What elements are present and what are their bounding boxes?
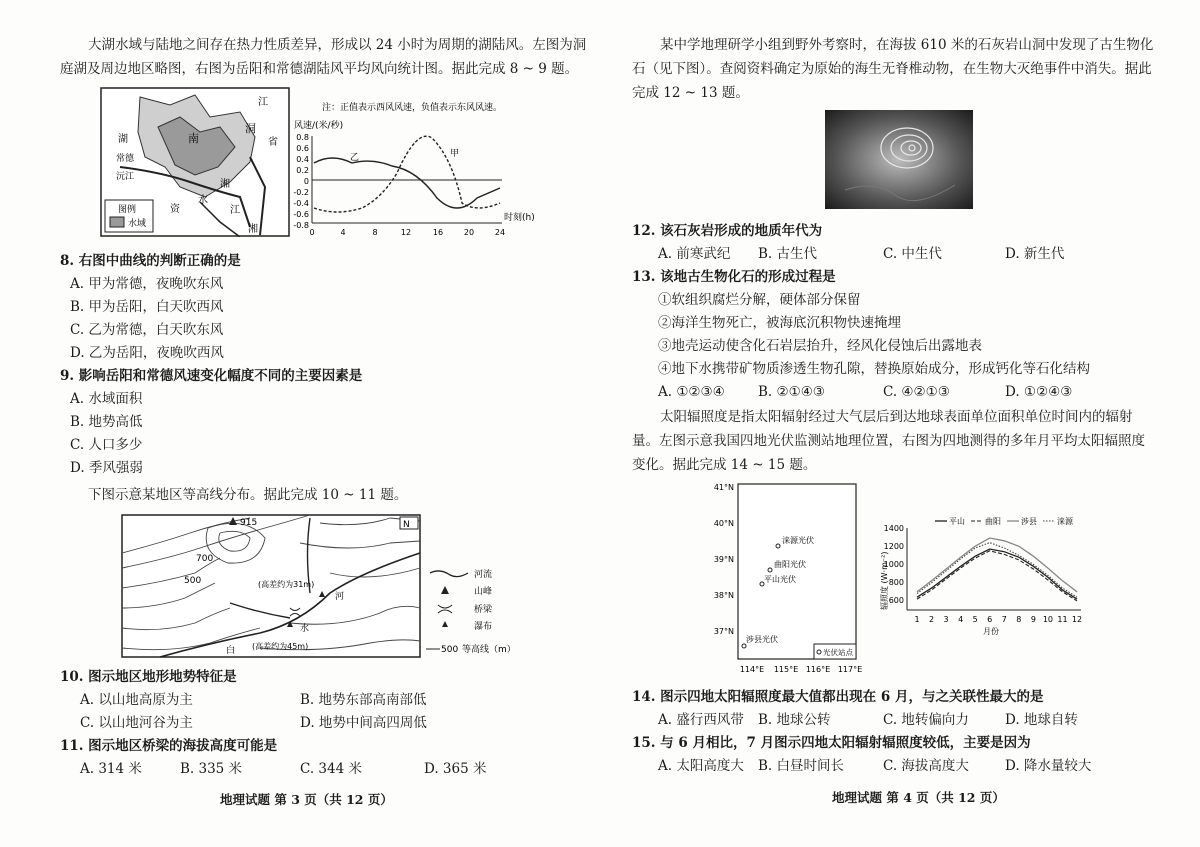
legend-item: 瀑布 — [474, 622, 493, 632]
series-yi-line — [314, 158, 500, 208]
q15-option-b[interactable]: B. 白昼时间长 — [758, 758, 845, 774]
x-tick: 2 — [928, 615, 935, 624]
q14-option-a[interactable]: A. 盛行西风带 — [658, 712, 744, 728]
irradiance-chart — [873, 512, 1093, 642]
contour-map — [100, 513, 530, 660]
map-label: 常德 — [116, 154, 135, 164]
series-jia-line — [314, 136, 500, 212]
q8-option-b[interactable]: B. 甲为岳阳，白天吹西风 — [70, 299, 224, 315]
y-tick: -0.8 — [293, 221, 309, 230]
chart-note: 注：正值表示西风风速，负值表示东风风速。 — [322, 103, 503, 113]
map-legend-item: 水域 — [128, 219, 147, 229]
y-tick: 800 — [888, 578, 904, 587]
map-label: 湘 — [220, 179, 230, 190]
x-tick: 8 — [1016, 615, 1022, 624]
map-label: 南 — [188, 132, 199, 145]
question-8: 8. 右图中曲线的判断正确的是 — [60, 253, 241, 269]
question-11: 11. 图示地区桥梁的海拔高度可能是 — [60, 738, 278, 754]
q10-option-a[interactable]: A. 以山地高原为主 — [80, 692, 193, 708]
x-tick: 1 — [914, 615, 920, 624]
map-legend-title: 图例 — [118, 205, 137, 215]
map-label: 沅江 — [116, 172, 135, 182]
map-label: 省 — [268, 137, 278, 148]
x-tick: 3 — [943, 615, 949, 624]
question-14: 14. 图示四地太阳辐照度最大值都出现在 6 月，与之关联性最大的是 — [632, 689, 1044, 705]
series-label: 乙 — [350, 153, 360, 163]
contour-label: 500 — [184, 576, 202, 586]
q13-step: ①软组织腐烂分解，硬体部分保留 — [658, 292, 861, 308]
map-annotation: (高差约为31m) — [258, 580, 315, 589]
x-tick: 24 — [494, 228, 506, 237]
x-tick: 4 — [958, 615, 964, 624]
x-tick: 9 — [1030, 615, 1036, 624]
question-13: 13. 该地古生物化石的形成过程是 — [632, 269, 836, 285]
y-tick: 0.8 — [296, 133, 309, 142]
intro-paragraph-line: 太阳辐照度是指太阳辐射经过大气层后到达地球表面单位面积单位时间内的辐射 — [660, 409, 1133, 425]
q13-option-b[interactable]: B. ②①④③ — [758, 384, 825, 400]
lon-label: 116°E — [805, 665, 831, 674]
map-label: 江 — [258, 97, 268, 108]
q12-option-a[interactable]: A. 前寒武纪 — [658, 246, 731, 262]
series-line-1 — [917, 549, 1077, 599]
lon-label: 117°E — [837, 665, 863, 674]
lat-label: 38°N — [713, 591, 734, 600]
map-annotation: (高差约为45m) — [252, 642, 309, 651]
x-tick: 7 — [1001, 615, 1007, 624]
y-tick: 1200 — [883, 542, 904, 551]
question-12: 12. 该石灰岩形成的地质年代为 — [632, 223, 823, 239]
x-tick: 11 — [1057, 615, 1068, 624]
y-tick: -0.4 — [293, 199, 309, 208]
legend-contour-value: 500 — [441, 645, 459, 655]
q13-option-d[interactable]: D. ①②④③ — [1005, 384, 1073, 400]
page-footer: 地理试题 第 3 页（共 12 页） — [220, 792, 393, 807]
q14-option-c[interactable]: C. 地转偏向力 — [883, 712, 969, 728]
page-footer: 地理试题 第 4 页（共 12 页） — [832, 790, 1005, 805]
q8-option-d[interactable]: D. 乙为岳阳，夜晚吹西风 — [70, 345, 224, 361]
river-label: 河 — [335, 592, 345, 602]
map-label: 资 — [170, 204, 180, 215]
x-tick: 12 — [1071, 615, 1083, 624]
river-label: 水 — [300, 624, 310, 634]
lon-label: 115°E — [773, 665, 799, 674]
question-9: 9. 影响岳阳和常德风速变化幅度不同的主要因素是 — [60, 368, 363, 384]
y-tick: -0.2 — [293, 188, 309, 197]
lon-label: 114°E — [739, 665, 765, 674]
map-label: 江 — [230, 205, 240, 216]
q10-option-c[interactable]: C. 以山地河谷为主 — [80, 715, 193, 731]
question-10: 10. 图示地区地形地势特征是 — [60, 669, 237, 685]
q9-option-a[interactable]: A. 水域面积 — [70, 391, 143, 407]
q13-step: ②海洋生物死亡，被海底沉积物快速掩埋 — [658, 315, 901, 331]
q11-option-a[interactable]: A. 314 米 — [80, 761, 142, 777]
map-label: 湘 — [248, 224, 258, 235]
x-tick: 16 — [432, 228, 444, 237]
intro-paragraph-line: 下图示意某地区等高线分布。据此完成 10 ~ 11 题。 — [88, 487, 408, 503]
legend-item: 河流 — [474, 570, 493, 580]
intro-paragraph-line: 庭湖及周边地区略图，右图为岳阳和常德湖陆风平均风向统计图。据此完成 8 ~ 9 题。 — [60, 61, 579, 77]
intro-paragraph-line: 某中学地理研学小组到野外考察时，在海拔 610 米的石灰岩山洞中发现了古生物化 — [660, 37, 1154, 53]
q13-step: ③地壳运动使含化石岩层抬升，经风化侵蚀后出露地表 — [658, 338, 982, 354]
q15-option-d[interactable]: D. 降水量较大 — [1005, 758, 1092, 774]
lat-label: 41°N — [713, 483, 734, 492]
q11-option-c[interactable]: C. 344 米 — [300, 761, 362, 777]
right-page — [600, 0, 1200, 847]
river-label: 白 — [226, 646, 236, 656]
q12-option-d[interactable]: D. 新生代 — [1005, 246, 1065, 262]
y-tick: 0.6 — [296, 144, 309, 153]
intro-paragraph-line: 量。左图示意我国四地光伏监测站地理位置，右图为四地测得的多年月平均太阳辐照度 — [632, 433, 1145, 449]
intro-paragraph-line: 完成 12 ~ 13 题。 — [632, 85, 749, 101]
chart-ylabel: 风速/(米/秒) — [294, 121, 344, 131]
q11-option-b[interactable]: B. 335 米 — [180, 761, 243, 777]
lake-breeze-chart — [292, 98, 542, 238]
x-tick: 20 — [463, 228, 475, 237]
q14-option-b[interactable]: B. 地球公转 — [758, 712, 831, 728]
y-tick: 0.2 — [296, 166, 309, 175]
legend-item: 等高线（m） — [462, 645, 516, 655]
legend-item: 平山 — [949, 517, 965, 526]
q10-option-b[interactable]: B. 地势东部高南部低 — [300, 692, 427, 708]
q13-step: ④地下水携带矿物质渗透生物孔隙，替换原始成分，形成钙化等石化结构 — [658, 361, 1090, 377]
map-label: 水 — [198, 195, 208, 206]
station-location-map — [700, 482, 870, 677]
q15-option-c[interactable]: C. 海拔高度大 — [883, 758, 969, 774]
q15-option-a[interactable]: A. 太阳高度大 — [658, 758, 744, 774]
q9-option-b[interactable]: B. 地势高低 — [70, 414, 143, 430]
y-tick: 1000 — [883, 560, 904, 569]
question-15: 15. 与 6 月相比，7 月图示四地太阳辐射辐照度较低，主要是因为 — [632, 735, 1031, 751]
map-label: 湖 — [118, 134, 128, 145]
series-label: 甲 — [450, 149, 460, 159]
q11-option-d[interactable]: D. 365 米 — [424, 761, 487, 777]
peak-elevation: 915 — [240, 518, 258, 528]
q13-option-a[interactable]: A. ①②③④ — [658, 384, 725, 400]
map-legend: 光伏站点 — [823, 648, 853, 657]
y-tick: 1400 — [883, 524, 904, 533]
intro-paragraph-line: 大湖水域与陆地之间存在热力性质差异，形成以 24 小时为周期的湖陆风。左图为洞 — [88, 37, 587, 53]
q12-option-c[interactable]: C. 中生代 — [883, 246, 942, 262]
x-tick: 12 — [400, 228, 412, 237]
intro-paragraph-line: 石（见下图）。查阅资料确定为原始的海生无脊椎动物，在生物大灭绝事件中消失。据此 — [632, 61, 1152, 77]
x-tick: 0 — [309, 228, 315, 237]
q10-option-d[interactable]: D. 地势中间高四周低 — [300, 715, 427, 731]
station-label: 涉县光伏 — [746, 635, 778, 644]
legend-item: 山峰 — [474, 587, 493, 597]
map-label: 洞 — [245, 122, 256, 135]
chart-ylabel: 辐照度 (W·m⁻²) — [880, 551, 889, 610]
chart-xlabel: 月份 — [983, 627, 999, 636]
intro-paragraph-line: 变化。据此完成 14 ~ 15 题。 — [632, 457, 817, 473]
x-tick: 10 — [1042, 615, 1054, 624]
x-tick: 8 — [372, 228, 378, 237]
north-arrow: N — [403, 520, 410, 530]
y-tick: 0 — [303, 177, 309, 186]
series-line-2 — [917, 551, 1077, 601]
lat-label: 39°N — [713, 555, 734, 564]
lat-label: 37°N — [713, 627, 734, 636]
station-label: 涞源光伏 — [782, 536, 814, 545]
q12-option-b[interactable]: B. 古生代 — [758, 246, 818, 262]
x-tick: 5 — [972, 615, 978, 624]
fossil-photo — [825, 110, 973, 209]
contour-label: 700 — [196, 554, 214, 564]
x-tick: 6 — [987, 615, 993, 624]
q8-option-c[interactable]: C. 乙为常德，白天吹东风 — [70, 322, 224, 338]
y-tick: 0.4 — [296, 155, 309, 164]
q13-option-c[interactable]: C. ④②①③ — [883, 384, 950, 400]
lat-label: 40°N — [713, 519, 734, 528]
q9-option-d[interactable]: D. 季风强弱 — [70, 460, 143, 476]
legend-item: 涞源 — [1057, 517, 1073, 526]
q8-option-a[interactable]: A. 甲为常德，夜晚吹东风 — [70, 276, 224, 292]
station-label: 曲阳光伏 — [774, 560, 806, 569]
x-tick: 4 — [340, 228, 346, 237]
q14-option-d[interactable]: D. 地球自转 — [1005, 712, 1078, 728]
y-tick: 600 — [888, 596, 904, 605]
legend-item: 曲阳 — [985, 517, 1001, 526]
legend-item: 涉县 — [1021, 517, 1037, 526]
legend-item: 桥梁 — [474, 605, 493, 615]
q9-option-c[interactable]: C. 人口多少 — [70, 437, 143, 453]
y-tick: -0.6 — [293, 210, 309, 219]
station-label: 平山光伏 — [764, 575, 796, 584]
dongting-lake-map — [100, 87, 290, 237]
chart-xlabel: 时刻(h) — [504, 213, 535, 223]
